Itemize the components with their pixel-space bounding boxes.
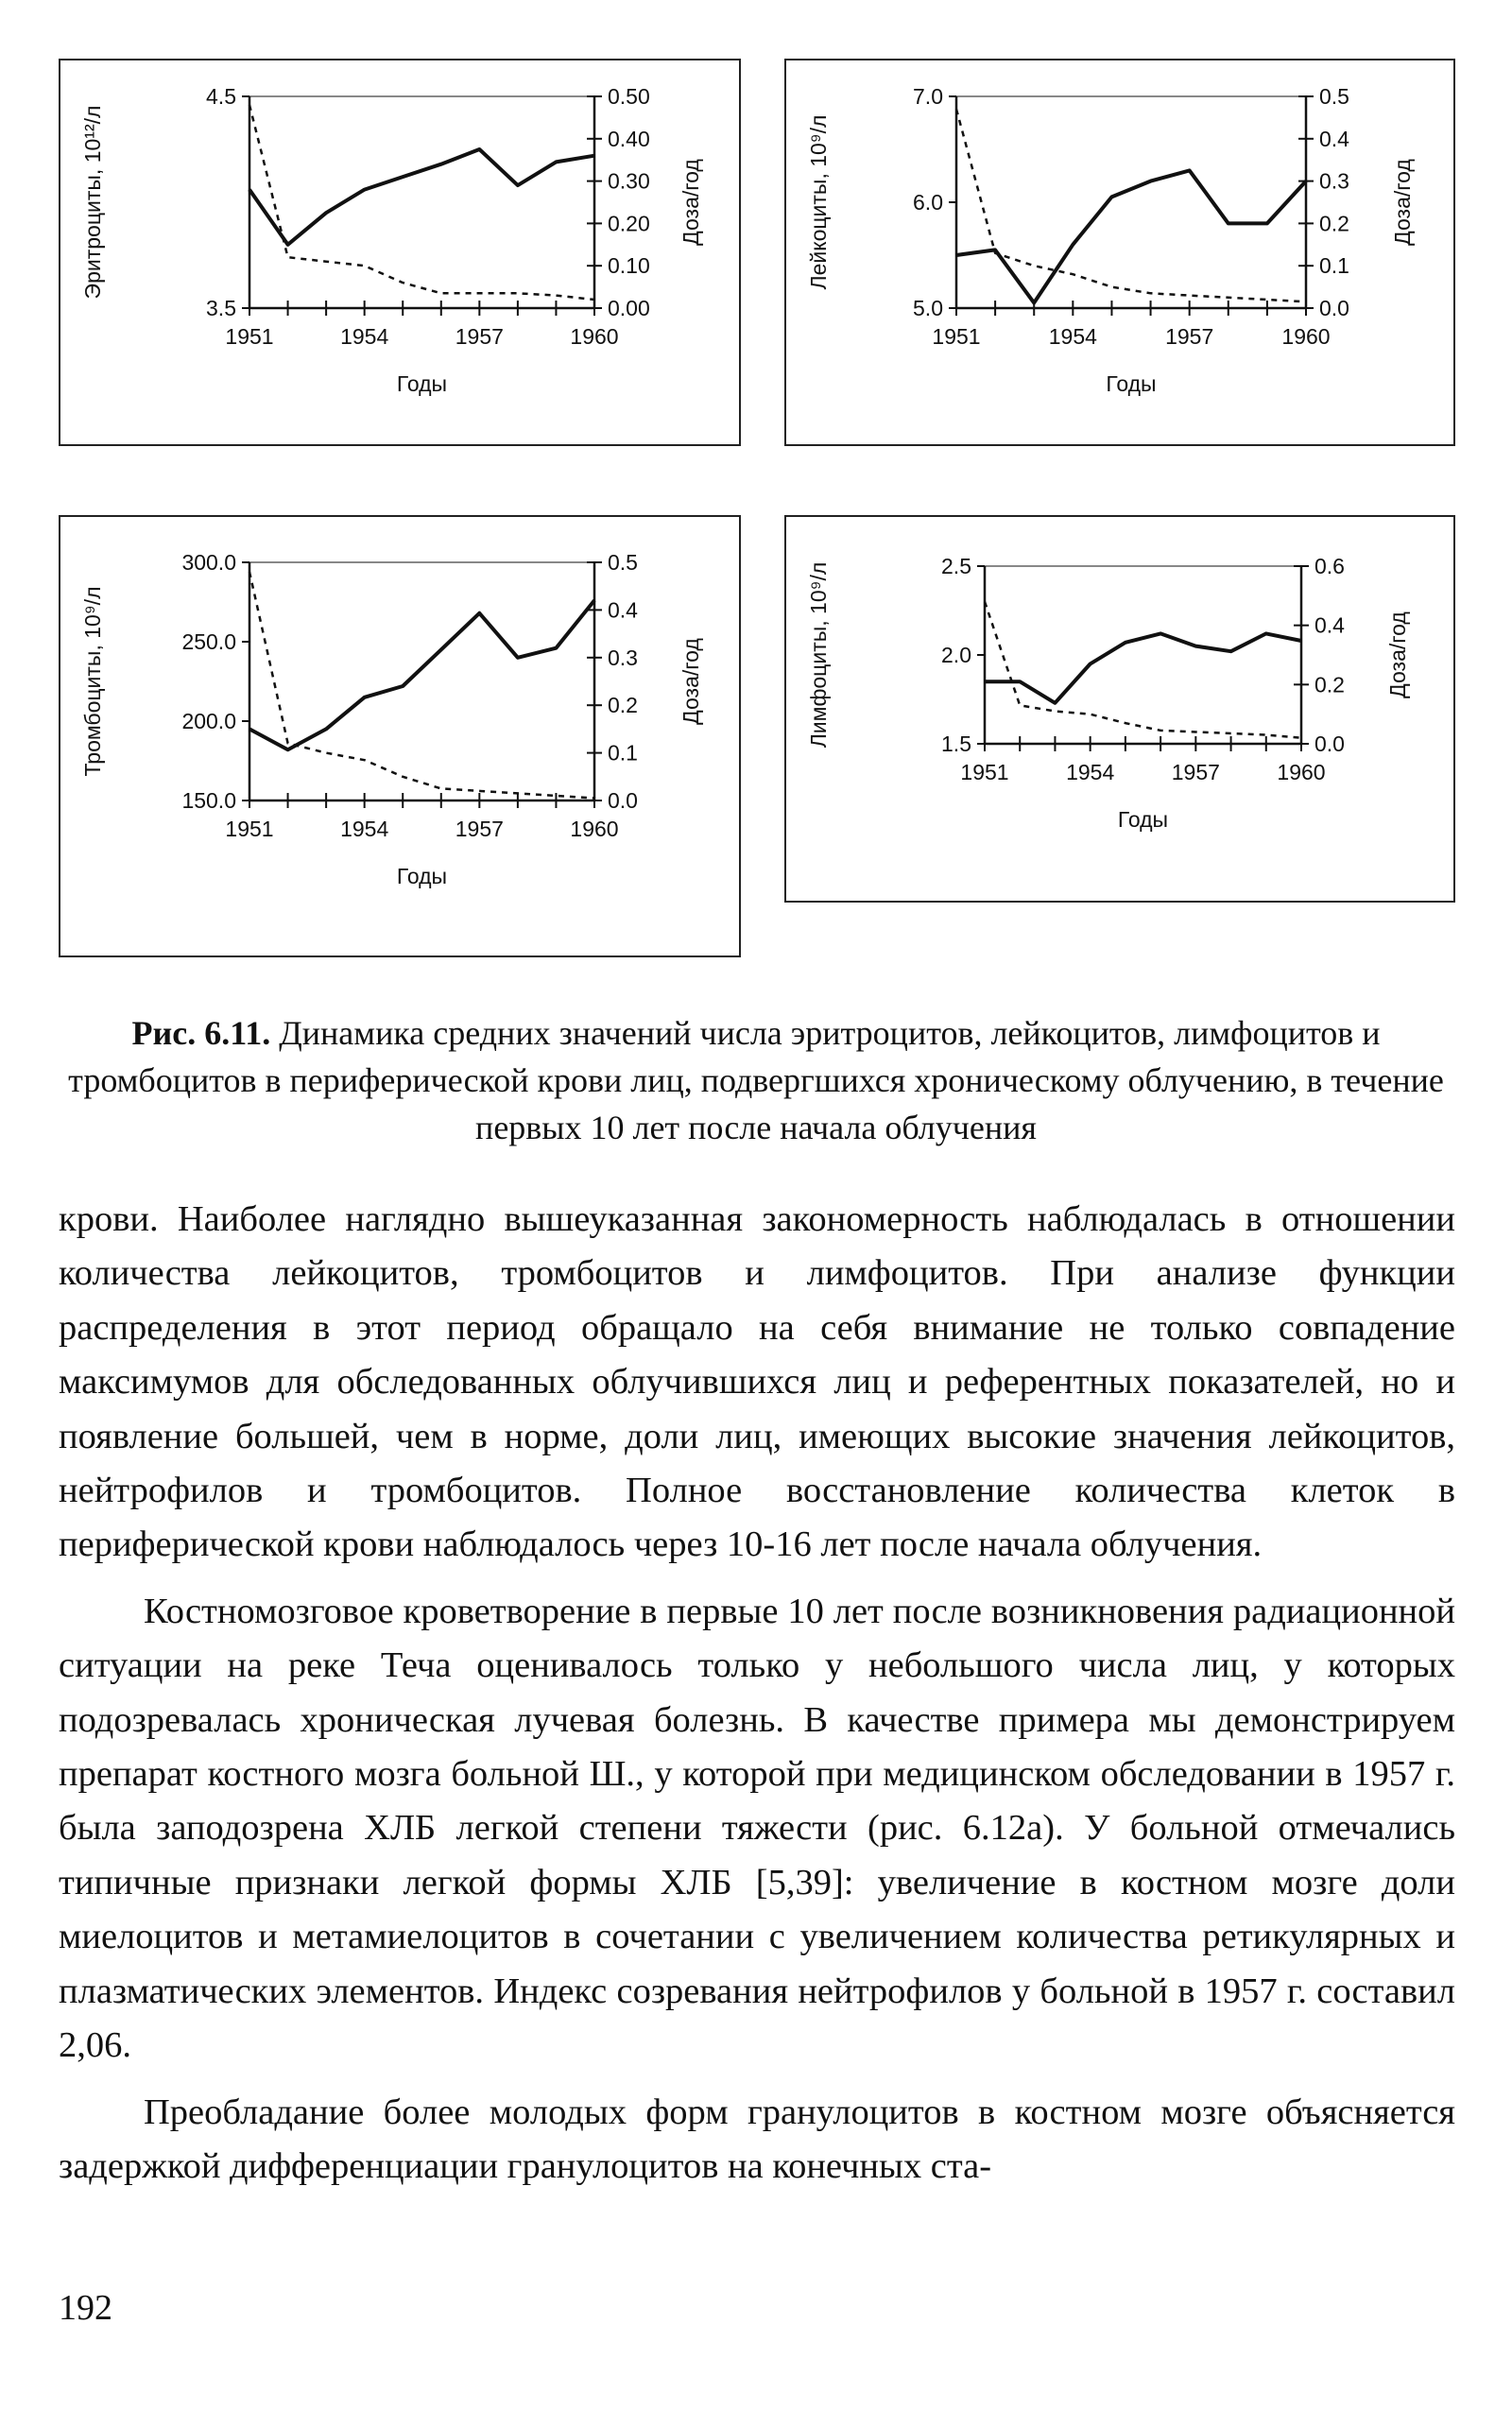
paragraph-1: крови. Наиболее наглядно вышеуказанная закономерность наблюдалась в отношении количества лейкоцитов, тромбоцитов и лимфоцитов. При анализе функции распределения в этот период обращало на себя внимание не только совпадение максимумов для обследованных облучившихся лиц и референтных показателей, но и появление большей, чем в норме, доли лиц, имеющих высокие значения лейкоцитов, нейтрофилов и тромбоцитов. Полное восстановление количества клеток в периферической крови наблюдалось через 10-16 лет после начала облучения. [59,1199,1455,1565]
y-right-tick-label: 0.4 [1319,126,1349,151]
x-tick-label: 1951 [225,817,274,841]
y-right-tick-label: 0.0 [1319,296,1349,320]
y-left-axis-label: Тромбоциты, 10⁹/л [80,586,105,777]
chart-lymphocytes-svg [786,517,1453,901]
y-left-tick-label: 2.0 [941,643,971,667]
x-tick-label: 1957 [1171,760,1220,784]
y-left-tick-label: 200.0 [181,709,236,733]
y-left-tick-label: 300.0 [181,550,236,575]
page-number: 192 [59,2288,112,2328]
y-right-tick-label: 0.1 [608,740,638,766]
y-right-axis-label: Доза/год [1385,611,1410,698]
x-tick-label: 1954 [340,817,389,841]
y-right-tick-label: 0.5 [608,550,638,575]
y-right-tick-label: 0.5 [1319,84,1349,109]
y-right-tick-label: 0.50 [608,84,650,109]
chart-erythrocytes [59,59,741,446]
y-right-axis-label: Доза/год [679,638,703,725]
figure-caption [57,1009,1455,1151]
x-axis-label: Годы [1117,807,1169,832]
y-right-tick-label: 0.2 [1314,672,1345,697]
y-right-tick-label: 0.2 [608,693,638,718]
figure-caption-text: Динамика средних значений числа эритроцитов, лейкоцитов, лимфоцитов и тромбоцитов в периферической крови лиц, подвергшихся хроническому облучению, в течение первых 10 лет после начала облучения [68,1014,1444,1146]
dose-series-line [249,572,594,798]
y-right-tick-label: 0.4 [608,597,638,623]
x-tick-label: 1951 [225,324,274,349]
y-left-tick-label: 5.0 [913,296,943,320]
paragraph-3: Преобладание более молодых форм гранулоцитов в костном мозге объясняется задержкой дифференциации гранулоцитов на конечных ста- [59,2092,1455,2186]
cell-count-series-line [249,149,594,245]
y-right-tick-label: 0.2 [1319,211,1349,236]
y-left-tick-label: 4.5 [206,84,236,109]
y-right-axis-label: Доза/год [1390,159,1415,246]
y-right-tick-label: 0.00 [608,296,650,320]
cell-count-series-line [985,633,1301,702]
y-left-axis-label: Лимфоциты, 10⁹/л [806,561,831,749]
y-left-tick-label: 150.0 [181,788,236,813]
y-right-tick-label: 0.4 [1314,612,1345,638]
y-right-tick-label: 0.0 [1314,732,1345,756]
figure-caption-label: Рис. 6.11. [131,1014,271,1052]
y-left-tick-label: 3.5 [206,296,236,320]
y-right-tick-label: 0.20 [608,211,650,236]
y-right-tick-label: 0.6 [1314,554,1345,578]
x-axis-label: Годы [396,371,448,396]
dose-series-line [985,602,1301,738]
x-tick-label: 1957 [455,324,504,349]
y-left-tick-label: 7.0 [913,84,943,109]
body-text [59,1193,1455,2194]
cell-count-series-line [249,600,594,749]
x-tick-label: 1951 [932,324,981,349]
chart-leukocytes [784,59,1455,446]
chart-leukocytes-svg [786,60,1453,444]
x-tick-label: 1951 [960,760,1009,784]
y-right-tick-label: 0.3 [1319,168,1349,194]
y-right-tick-label: 0.3 [608,645,638,670]
x-tick-label: 1957 [1165,324,1214,349]
x-tick-label: 1954 [1066,760,1115,784]
paragraph-2: Костномозговое кроветворение в первые 10 лет после возникновения радиационной ситуации на реке Теча оценивалось только у небольшого числа лиц, у которых подозревалась хроническая лучевая болезнь. В качестве примера мы демонстрируем препарат костного мозга больной Ш., у которой при медицинском обследовании в 1957 г. была заподозрена ХЛБ легкой степени тяжести (рис. 6.12а). У больной отмечались типичные признаки легкой формы ХЛБ [5,39]: увеличение в костном мозге доли миелоцитов и метамиелоцитов в сочетании с увеличением количества ретикулярных и плазматических элементов. Индекс созревания нейтрофилов у больной в 1957 г. составил 2,06. [59,1591,1455,2066]
chart-platelets-svg [60,517,739,955]
chart-erythrocytes-svg [60,60,739,444]
y-left-axis-label: Лейкоциты, 10⁹/л [806,114,831,290]
y-right-tick-label: 0.40 [608,126,650,151]
cell-count-series-line [956,170,1306,302]
y-right-tick-label: 0.0 [608,788,638,813]
x-tick-label: 1954 [340,324,389,349]
y-right-tick-label: 0.1 [1319,253,1349,279]
dose-series-line [249,105,594,300]
x-tick-label: 1957 [455,817,504,841]
y-left-tick-label: 2.5 [941,554,971,578]
y-right-axis-label: Доза/год [679,159,703,246]
y-left-tick-label: 1.5 [941,732,971,756]
chart-platelets [59,515,741,957]
dose-series-line [956,109,1306,301]
y-left-axis-label: Эритроциты, 10¹²/л [80,105,105,300]
chart-lymphocytes [784,515,1455,903]
x-axis-label: Годы [1106,371,1157,396]
y-left-tick-label: 250.0 [181,629,236,654]
x-tick-label: 1960 [570,817,619,841]
x-tick-label: 1960 [1277,760,1326,784]
x-tick-label: 1954 [1048,324,1097,349]
x-tick-label: 1960 [570,324,619,349]
x-axis-label: Годы [396,864,448,888]
y-right-tick-label: 0.10 [608,253,650,279]
x-tick-label: 1960 [1281,324,1331,349]
y-right-tick-label: 0.30 [608,168,650,194]
y-left-tick-label: 6.0 [913,190,943,215]
